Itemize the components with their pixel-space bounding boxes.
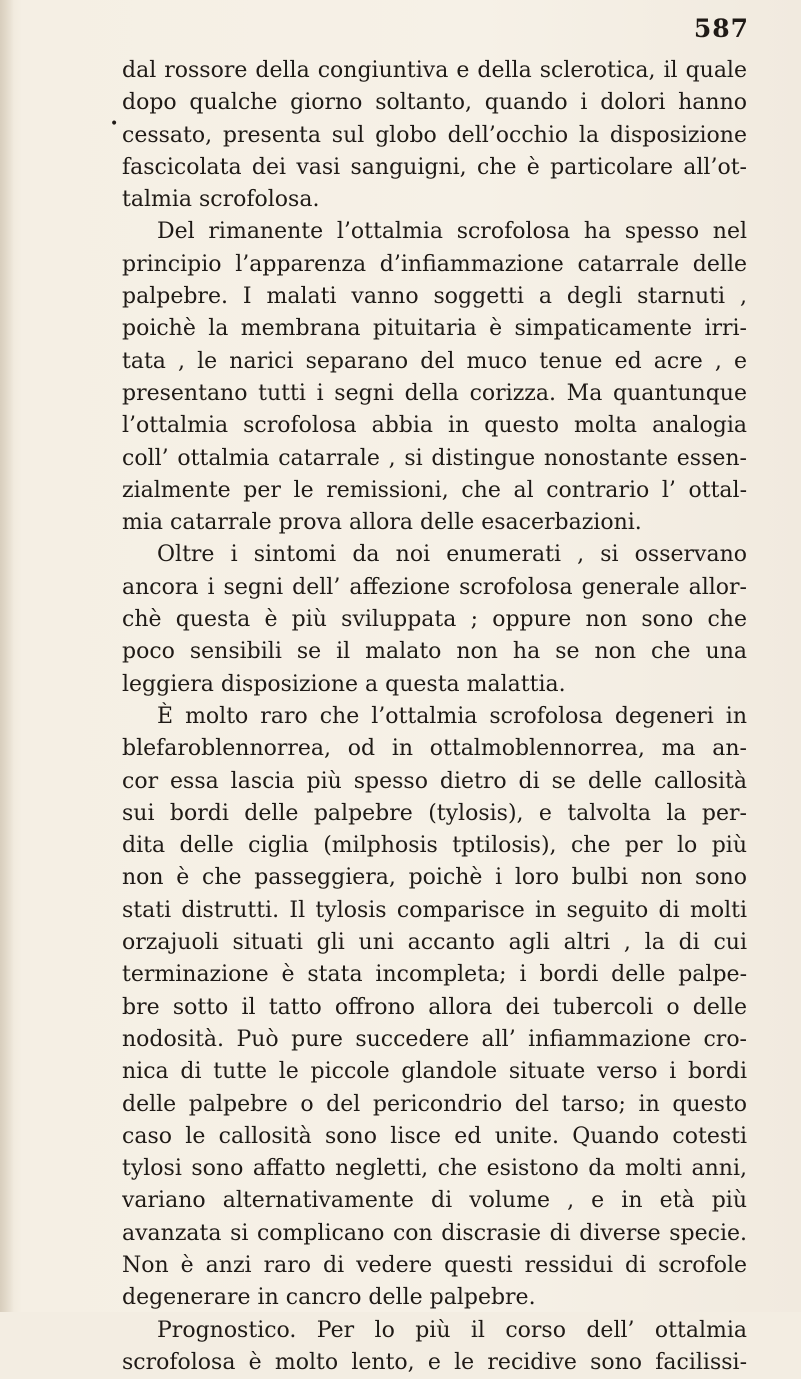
text-line: Non è anzi raro di vedere questi ressidui di scrofole — [122, 1252, 747, 1278]
text-line: talmia scrofolosa. — [122, 187, 320, 213]
text-line: nica di tutte le piccole glandole situate verso i bordi — [122, 1059, 747, 1085]
text-line: scrofolosa è molto lento, e le recidive sono facilissi- — [122, 1349, 747, 1375]
text-line: tata , le narici separano del muco tenue ed acre , e — [122, 348, 747, 374]
margin-mark: • — [110, 116, 119, 132]
text-line: palpebre. I malati vanno soggetti a degli starnuti , — [122, 284, 747, 310]
text-line: non è che passeggiera, poichè i loro bulbi non sono — [122, 865, 747, 891]
text-line: ancora i segni dell’ affezione scrofolosa generale allor- — [122, 574, 747, 600]
text-line: dal rossore della congiuntiva e della sclerotica, il quale — [122, 58, 747, 83]
spine-shadow — [0, 0, 14, 1312]
text-line: degenerare in cancro delle palpebre. — [122, 1285, 536, 1311]
text-line: stati distrutti. Il tylosis comparisce in seguito di molti — [122, 897, 747, 923]
page-number: 587 — [693, 14, 749, 43]
text-line: cor essa lascia più spesso dietro di se delle callosità — [122, 768, 747, 794]
body-text — [122, 55, 747, 1379]
text-line: poco sensibili se il malato non ha se non che una — [122, 639, 747, 665]
text-line: cessato, presenta sul globo dell’occhio la disposizione — [122, 122, 747, 148]
text-line: nodosità. Può pure succedere all’ infiammazione cro- — [122, 1026, 747, 1052]
text-line: presentano tutti i segni della corizza. Ma quantunque — [122, 380, 747, 406]
text-line: Prognostico. Per lo più il corso dell’ ottalmia — [157, 1317, 747, 1343]
text-line: blefaroblennorrea, od in ottalmoblennorrea, ma an- — [122, 736, 747, 762]
text-line: tylosi sono affatto negletti, che esistono da molti anni, — [122, 1156, 747, 1182]
text-line: dopo qualche giorno soltanto, quando i dolori hanno — [122, 90, 747, 116]
text-line: orzajuoli situati gli uni accanto agli altri , la di cui — [122, 930, 747, 956]
text-line: mia catarrale prova allora delle esacerbazioni. — [122, 510, 642, 536]
text-line: È molto raro che l’ottalmia scrofolosa degeneri in — [157, 703, 747, 729]
text-line: Del rimanente l’ottalmia scrofolosa ha spesso nel — [157, 219, 747, 245]
text-line: chè questa è più sviluppata ; oppure non sono che — [122, 607, 747, 633]
text-line: delle palpebre o del pericondrio del tarso; in questo — [122, 1091, 747, 1117]
text-line: fascicolata dei vasi sanguigni, che è particolare all’ot- — [122, 154, 747, 180]
text-line: coll’ ottalmia catarrale , si distingue nonostante essen- — [122, 445, 747, 471]
text-line: Oltre i sintomi da noi enumerati , si osservano — [157, 542, 747, 568]
text-line: sui bordi delle palpebre (tylosis), e talvolta la per- — [122, 800, 747, 826]
text-line: principio l’apparenza d’infiammazione catarrale delle — [122, 251, 747, 277]
text-line: terminazione è stata incompleta; i bordi delle palpe- — [122, 962, 747, 988]
text-line: dita delle ciglia (milphosis tptilosis), che per lo più — [122, 833, 747, 859]
text-line: avanzata si complicano con discrasie di diverse specie. — [122, 1220, 747, 1246]
text-line: bre sotto il tatto offrono allora dei tubercoli o delle — [122, 994, 747, 1020]
text-line: leggiera disposizione a questa malattia. — [122, 671, 566, 697]
text-line: poichè la membrana pituitaria è simpaticamente irri- — [122, 316, 747, 342]
text-line: caso le callosità sono lisce ed unite. Quando cotesti — [122, 1123, 747, 1149]
text-line: zialmente per le remissioni, che al contrario l’ ottal- — [122, 477, 747, 503]
text-line: l’ottalmia scrofolosa abbia in questo molta analogia — [122, 413, 747, 439]
text-line: variano alternativamente di volume , e in età più — [122, 1188, 747, 1214]
